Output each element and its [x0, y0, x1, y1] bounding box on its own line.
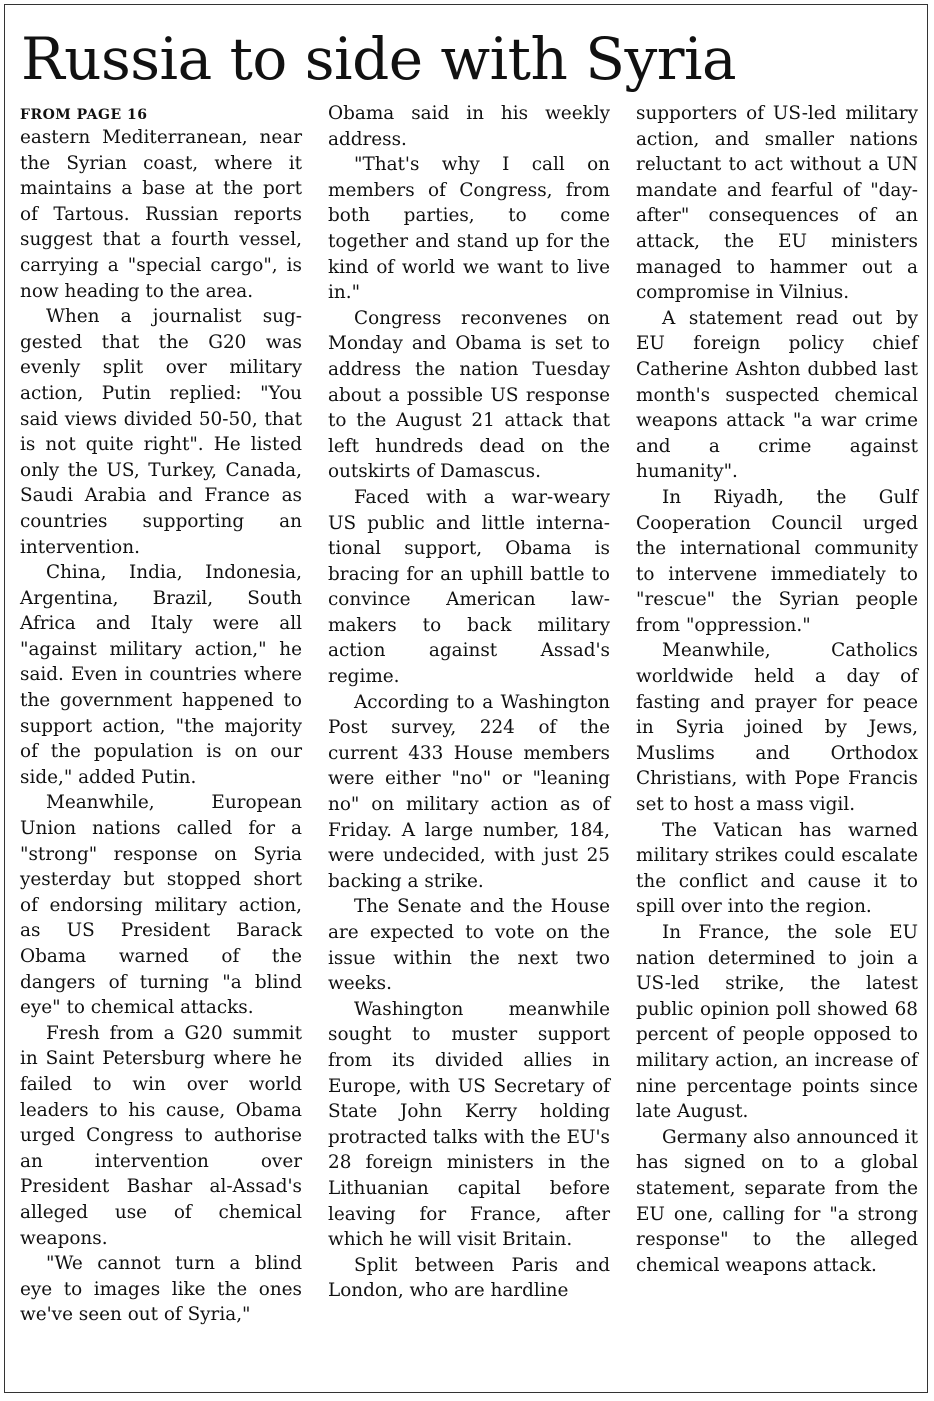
paragraph: Obama said in his weekly address.: [328, 103, 610, 150]
jump-line: FROM PAGE 16: [20, 107, 148, 123]
paragraph: Split between Paris and London, who are hardline: [328, 1254, 610, 1302]
paragraph: eastern Mediterranean, near the Syrian coast, where it maintains a base at the port of Tartous. Russian reports suggest that a fourth vessel, carrying a "special cargo", is now heading to the area.: [20, 127, 302, 302]
paragraph: "We cannot turn a blind eye to images like the ones we've seen out of Syria,": [20, 1253, 302, 1326]
news-clipping: [4, 4, 928, 1393]
column-1: [20, 101, 302, 1328]
paragraph: China, India, Indonesia, Argentina, Brazil, South Africa and Italy were all "against military action," he said. Even in countries where the government happened to support action, "the majority of the population is on our side," added Putin.: [20, 562, 302, 788]
paragraph: Meanwhile, Catholics worldwide held a day of fasting and prayer for peace in Syria joined by Jews, Muslims and Orthodox Christians, with Pope Francis set to host a mass vigil.: [636, 640, 918, 816]
paragraph: The Senate and the House are expected to vote on the issue within the next two weeks.: [328, 896, 610, 995]
paragraph: Germany also announced it has signed on to a global statement, separate from the EU one, calling for "a strong response" to the alleged chemical weapons attack.: [636, 1126, 918, 1276]
paragraph: Washington meanwhile sought to muster support from its divided allies in Europe, with US Secretary of State John Kerry holding protracted talks with the EU's 28 foreign ministers in the Lithuanian capital before leaving for France, after which he will visit Britain.: [328, 998, 610, 1251]
column-2: [328, 101, 610, 1328]
paragraph: Fresh from a G20 summit in Saint Petersburg where he failed to win over world leaders to his cause, Obama urged Congress to authorise an intervention over President Bashar al-Assad's alleged use of chemical weapons.: [20, 1022, 302, 1249]
paragraph: Meanwhile, European Union nations called for a "strong" response on Syria yesterday but stopped short of endorsing military action, as US President Barack Obama warned of the dangers of turning "a blind eye" to chemical attacks.: [20, 792, 302, 1019]
column-3: [636, 101, 918, 1328]
paragraph: The Vatican has warned military strikes could escalate the conflict and cause it to spill over into the region.: [636, 819, 918, 918]
paragraph: "That's why I call on members of Congress, from both parties, to come together and stand up for the kind of world we want to live in.": [328, 154, 610, 304]
paragraph: In Riyadh, the Gulf Cooperation Council urged the international community to intervene immediately to "rescue" the Syrian people from "oppression.": [636, 486, 918, 636]
paragraph: When a journalist suggested that the G20 was evenly split over military action, Putin replied: "You said views divided 50-50, that is not quite right". He listed only the US, Turkey, Canada, Saudi Arabia and France as countries supporting an intervention.: [20, 306, 302, 558]
paragraph: supporters of US-led military action, and smaller nations reluctant to act without a UN mandate and fearful of "day-after" consequences of an attack, the EU ministers managed to hammer out a compromise in Vilnius.: [636, 103, 918, 304]
paragraph: In France, the sole EU nation determined to join a US-led strike, the latest public opinion poll showed 68 percent of people opposed to military action, an increase of nine percentage points since late August.: [636, 922, 918, 1123]
paragraph: A statement read out by EU foreign policy chief Catherine Ashton dubbed last month's suspected chemical weapons attack "a war crime and a crime against humanity".: [636, 307, 918, 483]
article-columns: [20, 101, 918, 1328]
paragraph: Faced with a war-weary US public and little international support, Obama is bracing for an uphill battle to convince American lawmakers to back military action against Assad's regime.: [328, 486, 610, 688]
paragraph: Congress reconvenes on Monday and Obama is set to address the nation Tuesday about a possible US response to the August 21 attack that left hundreds dead on the outskirts of Damascus.: [328, 307, 610, 483]
paragraph: According to a Washington Post survey, 224 of the current 433 House members were either "no" or "leaning no" on military action as of Friday. A large number, 184, were undecided, with just 25 backing a strike.: [328, 691, 610, 892]
headline: Russia to side with Syria: [21, 25, 737, 93]
